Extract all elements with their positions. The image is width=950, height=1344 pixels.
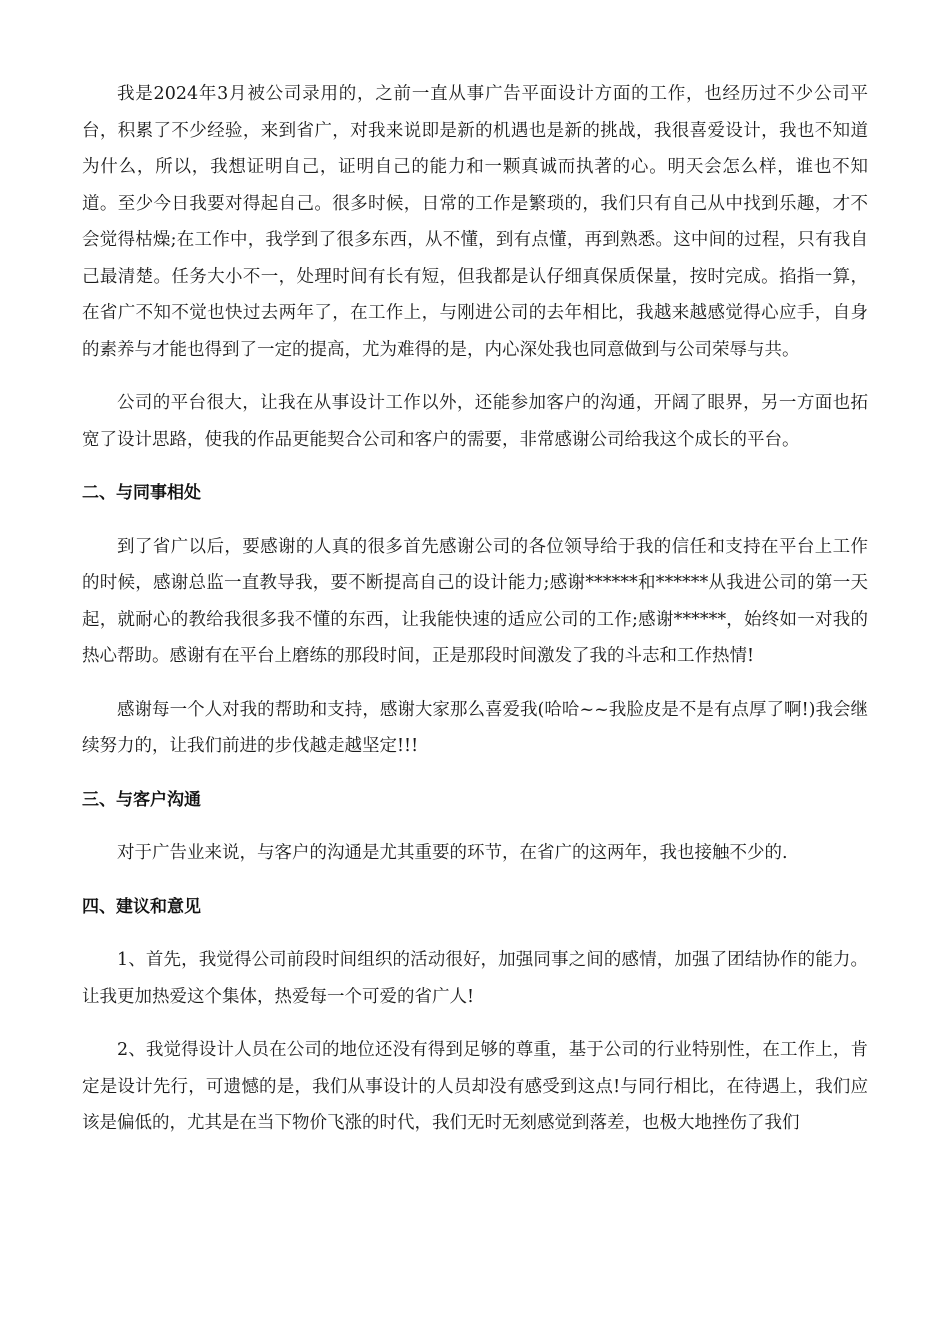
document-body — [82, 76, 868, 1159]
section-heading-suggestions: 四、建议和意见 — [82, 896, 201, 917]
intro-paragraph-1: 我是2024年3月被公司录用的，之前一直从事广告平面设计方面的工作，也经历过不少公司平台，积累了不少经验，来到省广，对我来说即是新的机遇也是新的挑战，我很喜爱设计，我也不知道为什么，所以，我想证明自己，证明自己的能力和一颗真诚而执著的心。明天会怎么样，谁也不知道。至少今日我要对得起自己。很多时候，日常的工作是繁琐的，我们只有自己从中找到乐趣，才不会觉得枯燥;在工作中，我学到了很多东西，从不懂，到有点懂，再到熟悉。这中间的过程，只有我自己最清楚。任务大小不一，处理时间有长有短，但我都是认仔细真保质保量，按时完成。掐指一算，在省广不知不觉也快过去两年了，在工作上，与刚进公司的去年相比，我越来越感觉得心应手，自身的素养与才能也得到了一定的提高，尤为难得的是，内心深处我也同意做到与公司荣辱与共。 — [82, 84, 868, 360]
suggestion-paragraph-2: 2、我觉得设计人员在公司的地位还没有得到足够的尊重，基于公司的行业特别性，在工作上，肯定是设计先行，可遗憾的是，我们从事设计的人员却没有感受到这点!与同行相比，在待遇上，我们应该是偏低的，尤其是在当下物价飞涨的时代，我们无时无刻感觉到落差，也极大地挫伤了我们 — [82, 1040, 868, 1133]
suggestion-paragraph-1: 1、首先，我觉得公司前段时间组织的活动很好，加强同事之间的感情，加强了团结协作的能力。让我更加热爱这个集体，热爱每一个可爱的省广人! — [82, 950, 868, 1007]
colleagues-paragraph-2: 感谢每一个人对我的帮助和支持，感谢大家那么喜爱我(哈哈~~我脸皮是不是有点厚了啊!)我会继续努力的，让我们前进的步伐越走越坚定!!! — [82, 699, 868, 756]
section-heading-colleagues: 二、与同事相处 — [82, 483, 201, 503]
section-heading-clients: 三、与客户沟通 — [82, 789, 201, 810]
clients-paragraph-1: 对于广告业来说，与客户的沟通是尤其重要的环节，在省广的这两年，我也接触不少的. — [117, 843, 788, 863]
colleagues-paragraph-1: 到了省广以后，要感谢的人真的很多首先感谢公司的各位领导给于我的信任和支持在平台上工作的时候，感谢总监一直教导我，要不断提高自己的设计能力;感谢******和******从我进公司的第一天起，就耐心的教给我很多我不懂的东西，让我能快速的适应公司的工作;感谢******，始终如一对我的热心帮助。感谢有在平台上磨练的那段时间，正是那段时间激发了我的斗志和工作热情! — [82, 536, 868, 666]
intro-paragraph-2: 公司的平台很大，让我在从事设计工作以外，还能参加客户的沟通，开阔了眼界，另一方面也拓宽了设计思路，使我的作品更能契合公司和客户的需要，非常感谢公司给我这个成长的平台。 — [82, 393, 868, 450]
